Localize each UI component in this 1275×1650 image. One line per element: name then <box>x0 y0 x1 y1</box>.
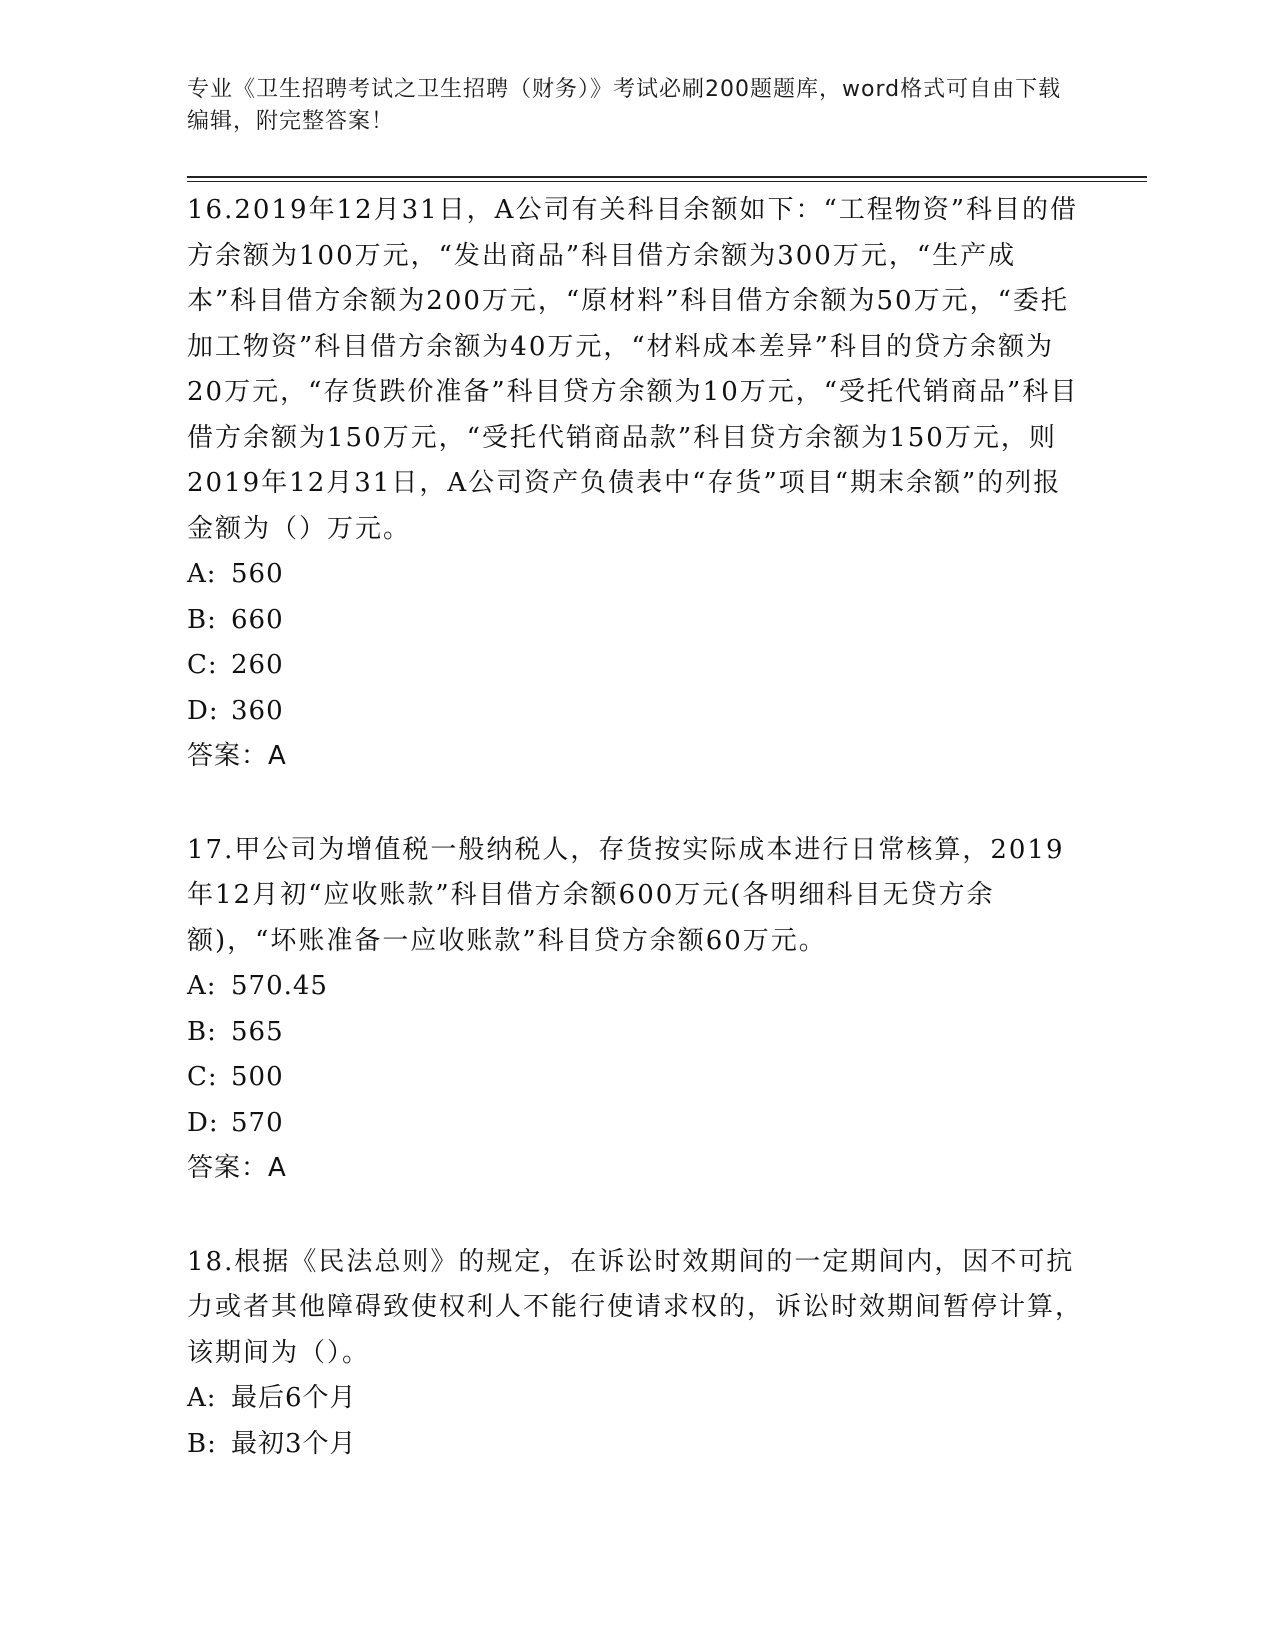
option-value: 570 <box>231 1107 284 1138</box>
option-value: 560 <box>231 559 284 589</box>
header-rule-thin <box>187 181 1147 182</box>
answer-line: 答案：A <box>187 1153 287 1183</box>
answer-line: 答案：A <box>187 741 287 771</box>
question-17 <box>187 828 1087 1192</box>
option-a <box>187 552 1087 598</box>
option-c <box>187 643 1087 689</box>
option-value: 最后6个月 <box>231 1383 357 1413</box>
question-text: 17.甲公司为增值税一般纳税人，存货按实际成本进行日常核算，2019年12月初“应收账款”科目借方余额600万元(各明细科目无贷方余额)，“坏账准备一应收账款”科目贷方余额60万元。 <box>187 834 1065 956</box>
option-letter: B: <box>187 1016 217 1047</box>
option-letter: B: <box>187 1428 217 1459</box>
option-d <box>187 689 1087 735</box>
option-value: 360 <box>231 695 284 726</box>
option-letter: A: <box>187 559 217 589</box>
question-list <box>187 188 1087 1515</box>
option-letter: A: <box>187 971 217 1001</box>
option-letter: D: <box>187 1107 219 1138</box>
option-letter: B: <box>187 604 217 635</box>
option-value: 570.45 <box>231 971 328 1001</box>
option-letter: C: <box>187 650 218 680</box>
option-value: 最初3个月 <box>231 1428 357 1459</box>
question-text: 16.2019年12月31日，A公司有关科目余额如下：“工程物资”科目的借方余额为100万元，“发出商品”科目借方余额为300万元，“生产成本”科目借方余额为200万元，“原材料”科目借方余额为50万元，“委托加工物资”科目借方余额为40万元，“材料成本差异”科目的贷方余额为20万元，“存货跌价准备”科目贷方余额为10万元，“受托代销商品”科目借方余额为150万元，“受托代销商品款”科目贷方余额为150万元，则2019年12月31日，A公司资产负债表中“存货”项目“期末余额”的列报金额为（）万元。 <box>187 195 1079 544</box>
option-d <box>187 1101 1087 1147</box>
question-18 <box>187 1240 1087 1468</box>
question-16 <box>187 188 1087 780</box>
option-letter: A: <box>187 1383 217 1413</box>
header-rule-thick <box>187 176 1147 178</box>
option-a <box>187 1376 1087 1422</box>
option-b <box>187 1422 1087 1468</box>
option-letter: D: <box>187 695 219 726</box>
option-a <box>187 964 1087 1010</box>
question-text: 18.根据《民法总则》的规定，在诉讼时效期间的一定期间内，因不可抗力或者其他障碍致使权利人不能行使请求权的，诉讼时效期间暂停计算，该期间为（）。 <box>187 1246 1084 1368</box>
option-b <box>187 1010 1087 1056</box>
option-value: 260 <box>231 650 284 680</box>
option-b <box>187 598 1087 644</box>
option-value: 565 <box>231 1016 284 1047</box>
option-value: 660 <box>231 604 284 635</box>
option-letter: C: <box>187 1062 218 1092</box>
document-header: 专业《卫生招聘考试之卫生招聘（财务）》考试必刷200题题库，word格式可自由下载编辑，附完整答案！ <box>187 77 1062 134</box>
option-value: 500 <box>231 1062 284 1092</box>
option-c <box>187 1055 1087 1101</box>
